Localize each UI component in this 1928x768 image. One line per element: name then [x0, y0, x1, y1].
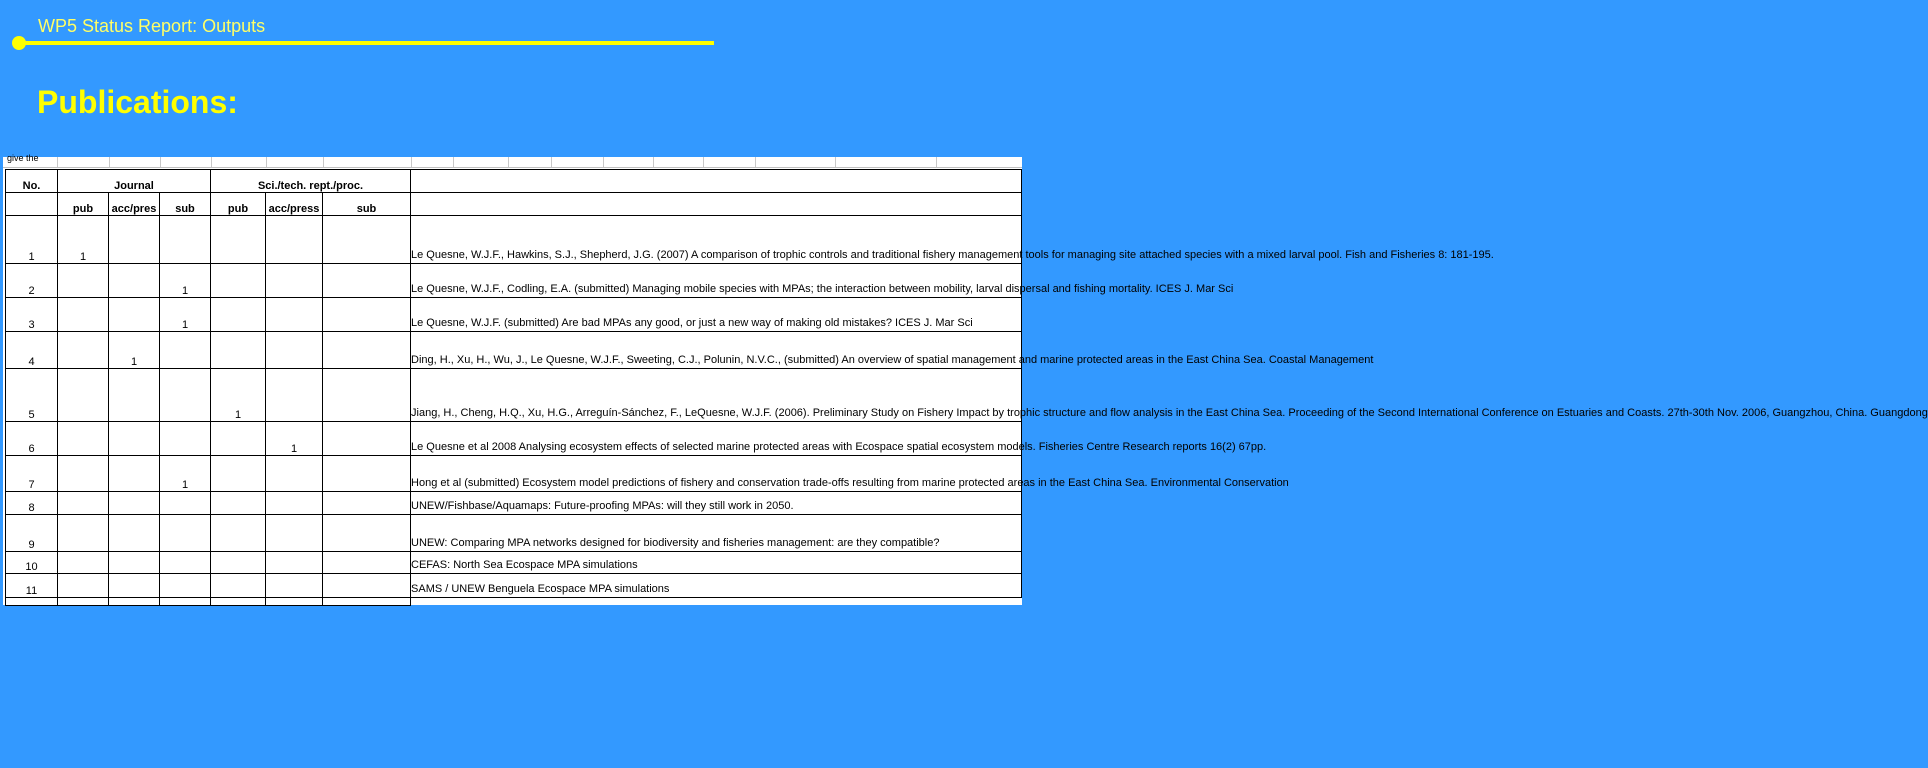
- row-number: 7: [6, 456, 58, 492]
- partial-cell: [211, 598, 266, 606]
- flag-cell: [211, 552, 266, 574]
- table-row: [6, 298, 1022, 332]
- reference-cell: Le Quesne et al 2008 Analysing ecosystem effects of selected marine protected areas with Ecospace spatial ecosystem models. Fisheries Centre Research reports 16(2) 67pp.: [411, 422, 1022, 456]
- subheader-sci-acc-press: acc/press: [266, 193, 323, 216]
- row-number: 1: [6, 216, 58, 264]
- reference-cell: SAMS / UNEW Benguela Ecospace MPA simulations: [411, 574, 1022, 598]
- flag-cell: [323, 369, 411, 422]
- flag-cell: [58, 422, 109, 456]
- header-rule: [19, 41, 714, 45]
- table-row: [6, 264, 1022, 298]
- flag-cell: [109, 515, 160, 552]
- partial-cell: [58, 598, 109, 606]
- table-row: [6, 456, 1022, 492]
- slide-header-title: WP5 Status Report: Outputs: [38, 16, 266, 36]
- flag-cell: [58, 298, 109, 332]
- flag-cell: [323, 574, 411, 598]
- row-number: 9: [6, 515, 58, 552]
- col-no-header: No.: [6, 170, 58, 193]
- flag-cell: [58, 456, 109, 492]
- reference-cell: Le Quesne, W.J.F., Hawkins, S.J., Shepherd, J.G. (2007) A comparison of trophic controls and traditional fishery management tools for managing site attached species with a mixed larval pool. Fish and Fisheries 8: 181-195.: [411, 216, 1022, 264]
- flag-cell: [211, 216, 266, 264]
- reference-cell: UNEW: Comparing MPA networks designed for biodiversity and fisheries management: are they compatible?: [411, 515, 1022, 552]
- flag-cell: [211, 332, 266, 369]
- row-number: 5: [6, 369, 58, 422]
- sheet-cut-text: give the: [7, 153, 39, 163]
- flag-cell: [58, 264, 109, 298]
- flag-cell: [109, 264, 160, 298]
- flag-cell: [266, 369, 323, 422]
- flag-cell: [266, 456, 323, 492]
- flag-cell: [109, 422, 160, 456]
- reference-cell: Hong et al (submitted) Ecosystem model predictions of fishery and conservation trade-offs resulting from marine protected areas in the East China Sea. Environmental Conservation: [411, 456, 1022, 492]
- reference-cell: Le Quesne, W.J.F. (submitted) Are bad MPAs any good, or just a new way of making old mistakes? ICES J. Mar Sci: [411, 298, 1022, 332]
- flag-cell: [211, 515, 266, 552]
- journal-group-header: Journal: [58, 170, 211, 193]
- partial-cell: [266, 598, 323, 606]
- flag-cell: [211, 298, 266, 332]
- flag-cell: [160, 552, 211, 574]
- row-number: 3: [6, 298, 58, 332]
- flag-cell: [109, 298, 160, 332]
- subheader-sci-pub: pub: [211, 193, 266, 216]
- partial-cell: [160, 598, 211, 606]
- flag-cell: [109, 552, 160, 574]
- flag-cell: 1: [160, 298, 211, 332]
- flag-cell: [109, 574, 160, 598]
- reference-cell: CEFAS: North Sea Ecospace MPA simulations: [411, 552, 1022, 574]
- subheader-journal-sub: sub: [160, 193, 211, 216]
- flag-cell: 1: [109, 332, 160, 369]
- header-row-subcolumns: [6, 193, 1022, 216]
- flag-cell: [160, 332, 211, 369]
- flag-cell: [58, 552, 109, 574]
- flag-cell: 1: [160, 264, 211, 298]
- publications-table: [5, 169, 1928, 606]
- flag-cell: [109, 492, 160, 515]
- flag-cell: [160, 515, 211, 552]
- partial-cell: [323, 598, 411, 606]
- table-row: [6, 574, 1022, 598]
- col-no-subheader: [6, 193, 58, 216]
- header-bullet-dot: [12, 36, 26, 50]
- header-row-groups: [6, 170, 1022, 193]
- flag-cell: [323, 492, 411, 515]
- flag-cell: 1: [160, 456, 211, 492]
- table-row: [6, 216, 1022, 264]
- page-title: Publications:: [37, 84, 238, 120]
- flag-cell: [266, 574, 323, 598]
- flag-cell: [160, 574, 211, 598]
- flag-cell: [323, 298, 411, 332]
- flag-cell: [109, 216, 160, 264]
- row-number: 8: [6, 492, 58, 515]
- table-row: [6, 552, 1022, 574]
- reference-cell: UNEW/Fishbase/Aquamaps: Future-proofing MPAs: will they still work in 2050.: [411, 492, 1022, 515]
- subheader-journal-pub: pub: [58, 193, 109, 216]
- table-row-partial: [6, 598, 1022, 606]
- partial-cell: [6, 598, 58, 606]
- reference-cell: Le Quesne, W.J.F., Codling, E.A. (submitted) Managing mobile species with MPAs; the interaction between mobility, larval dispersal and fishing mortality. ICES J. Mar Sci: [411, 264, 1022, 298]
- subheader-journal-acc-pres: acc/pres: [109, 193, 160, 216]
- flag-cell: [266, 492, 323, 515]
- table-row: [6, 492, 1022, 515]
- row-number: 6: [6, 422, 58, 456]
- flag-cell: [266, 264, 323, 298]
- flag-cell: 1: [266, 422, 323, 456]
- flag-cell: [160, 369, 211, 422]
- flag-cell: [266, 515, 323, 552]
- flag-cell: [323, 216, 411, 264]
- flag-cell: [211, 422, 266, 456]
- row-number: 11: [6, 574, 58, 598]
- flag-cell: [160, 492, 211, 515]
- reference-cell: Jiang, H., Cheng, H.Q., Xu, H.G., Arreguín-Sánchez, F., LeQuesne, W.J.F. (2006). Preliminary Study on Fishery Impact by trophic structure and flow analysis in the East China Sea. Proceeding of the Second International Conference on Estuaries and Coasts. 27th-30th Nov. 2006, Guangzhou, China. Guangdong: [411, 369, 1022, 422]
- flag-cell: [323, 422, 411, 456]
- flag-cell: [266, 332, 323, 369]
- flag-cell: [266, 552, 323, 574]
- flag-cell: [58, 369, 109, 422]
- flag-cell: [211, 264, 266, 298]
- flag-cell: [160, 422, 211, 456]
- sheet-cut-row: [3, 153, 1022, 168]
- table-row: [6, 369, 1022, 422]
- flag-cell: [58, 515, 109, 552]
- flag-cell: 1: [211, 369, 266, 422]
- flag-cell: [109, 456, 160, 492]
- flag-cell: [109, 369, 160, 422]
- table-row: [6, 515, 1022, 552]
- flag-cell: [323, 332, 411, 369]
- flag-cell: [266, 298, 323, 332]
- flag-cell: [323, 552, 411, 574]
- flag-cell: [58, 332, 109, 369]
- table-row: [6, 332, 1022, 369]
- sci-tech-group-header: Sci./tech. rept./proc.: [211, 170, 411, 193]
- table-row: [6, 422, 1022, 456]
- partial-cell: [109, 598, 160, 606]
- flag-cell: [58, 574, 109, 598]
- reference-subheader-cell: [411, 193, 1022, 216]
- reference-header-cell: [411, 170, 1022, 193]
- flag-cell: [323, 456, 411, 492]
- spreadsheet-image: [3, 153, 1928, 605]
- subheader-sci-sub: sub: [323, 193, 411, 216]
- partial-cell: [411, 598, 1022, 606]
- flag-cell: [323, 264, 411, 298]
- flag-cell: [211, 574, 266, 598]
- flag-cell: [211, 492, 266, 515]
- row-number: 2: [6, 264, 58, 298]
- reference-cell: Ding, H., Xu, H., Wu, J., Le Quesne, W.J.F., Sweeting, C.J., Polunin, N.V.C., (submitted) An overview of spatial management and marine protected areas in the East China Sea. Coastal Management: [411, 332, 1022, 369]
- flag-cell: [323, 515, 411, 552]
- flag-cell: [160, 216, 211, 264]
- flag-cell: [211, 456, 266, 492]
- flag-cell: [58, 492, 109, 515]
- flag-cell: 1: [58, 216, 109, 264]
- flag-cell: [266, 216, 323, 264]
- row-number: 4: [6, 332, 58, 369]
- row-number: 10: [6, 552, 58, 574]
